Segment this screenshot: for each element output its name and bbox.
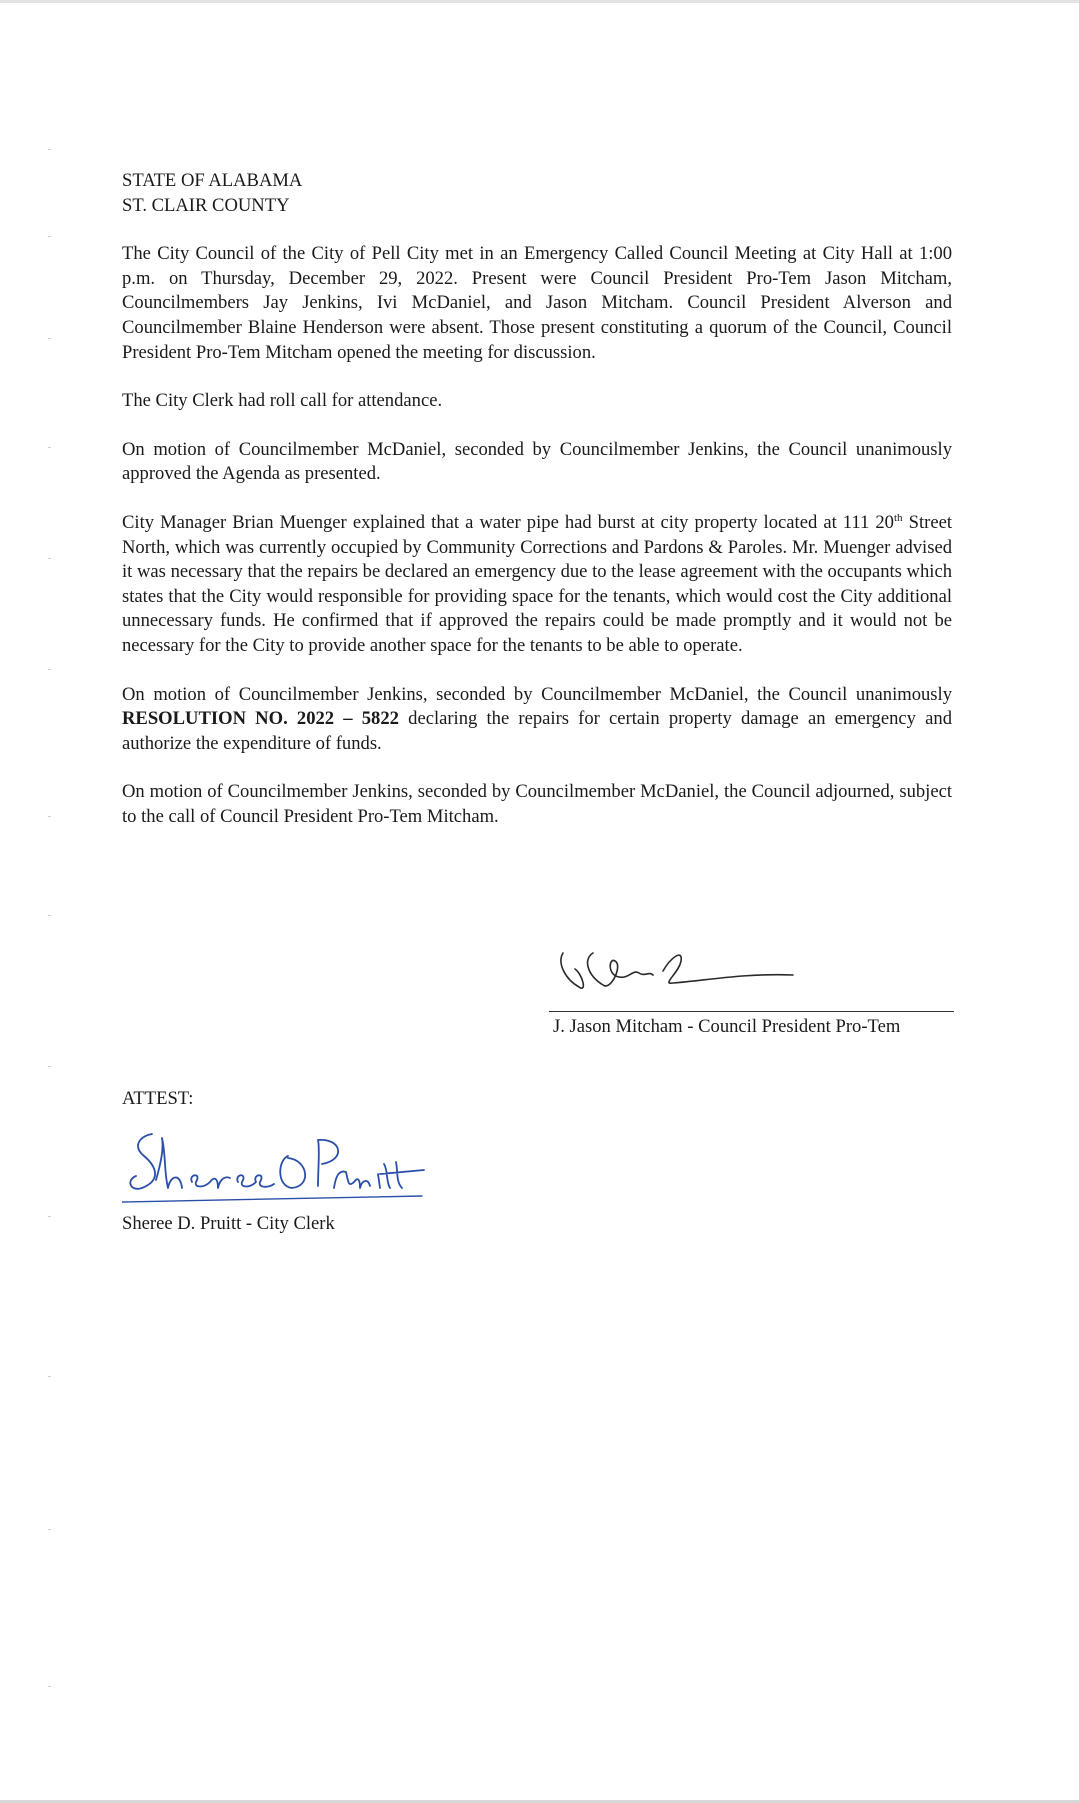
margin-speck [48, 816, 51, 817]
resolution-paragraph [122, 683, 952, 757]
margin-speck [48, 558, 51, 559]
minutes-body [122, 169, 952, 829]
roll-call-paragraph: The City Clerk had roll call for attendance. [122, 390, 443, 412]
resolution-text-a: On motion of Councilmember Jenkins, seconded by Councilmember McDaniel, the Council unanimously [122, 683, 952, 705]
president-caption: J. Jason Mitcham - Council President Pro-Tem [553, 1016, 901, 1037]
city-manager-text-b: Street North, which was currently occupied by Community Corrections and Pardons & Paroles. Mr. Muenger advised it was necessary that the repairs be declared an emergency due to the lease agreement with the occupants which states that the City would responsible for providing space for the tenants, which would cost the City additional unnecessary funds. He confirmed that if approved the repairs could be made promptly and it would not be necessary for the City to provide another space for the tenants to be able to operate. [122, 511, 952, 656]
margin-speck [48, 338, 51, 339]
margin-speck [48, 236, 51, 237]
state-heading: STATE OF ALABAMA [122, 170, 303, 191]
adjournment-paragraph: On motion of Councilmember Jenkins, seconded by Councilmember McDaniel, the Council adjourned, subject to the call of Council President Pro-Tem Mitcham. [122, 781, 952, 827]
ordinal-suffix: th [893, 511, 903, 524]
president-signature-image [553, 945, 853, 1005]
agenda-motion-paragraph: On motion of Councilmember McDaniel, seconded by Councilmember Jenkins, the Council unanimously approved the Agenda as presented. [122, 438, 952, 485]
clerk-signature-image [122, 1130, 482, 1210]
margin-speck [48, 1686, 51, 1687]
margin-speck [48, 915, 51, 916]
margin-speck [48, 1216, 51, 1217]
margin-speck [48, 1376, 51, 1377]
county-heading: ST. CLAIR COUNTY [122, 194, 290, 216]
president-signature-line [549, 1011, 954, 1012]
margin-speck [48, 1529, 51, 1530]
opening-paragraph: The City Council of the City of Pell City met in an Emergency Called Council Meeting at City Hall at 1:00 p.m. on Thursday, December 29, 2022. Present were Council President Pro-Tem Jason Mitcham, Councilmembers Jay Jenkins, Ivi McDaniel, and Jason Mitcham. Council President Alverson and Councilmember Blaine Henderson were absent. Those present constituting a quorum of the Council, Council President Pro-Tem Mitcham opened the meeting for discussion. [122, 243, 952, 363]
resolution-number: RESOLUTION NO. 2022 – 5822 [122, 708, 399, 730]
city-manager-paragraph [122, 511, 952, 659]
margin-speck [48, 669, 51, 670]
city-manager-text-a: City Manager Brian Muenger explained that a water pipe had burst at city property located at 111 20 [122, 511, 894, 533]
clerk-caption: Sheree D. Pruitt - City Clerk [122, 1213, 335, 1234]
margin-speck [48, 447, 51, 448]
resolution-text-b: declaring the repairs for certain property damage an emergency and authorize the expenditure of funds. [122, 708, 952, 754]
margin-speck [48, 1066, 51, 1067]
margin-speck [48, 149, 51, 150]
attest-label: ATTEST: [122, 1088, 194, 1109]
